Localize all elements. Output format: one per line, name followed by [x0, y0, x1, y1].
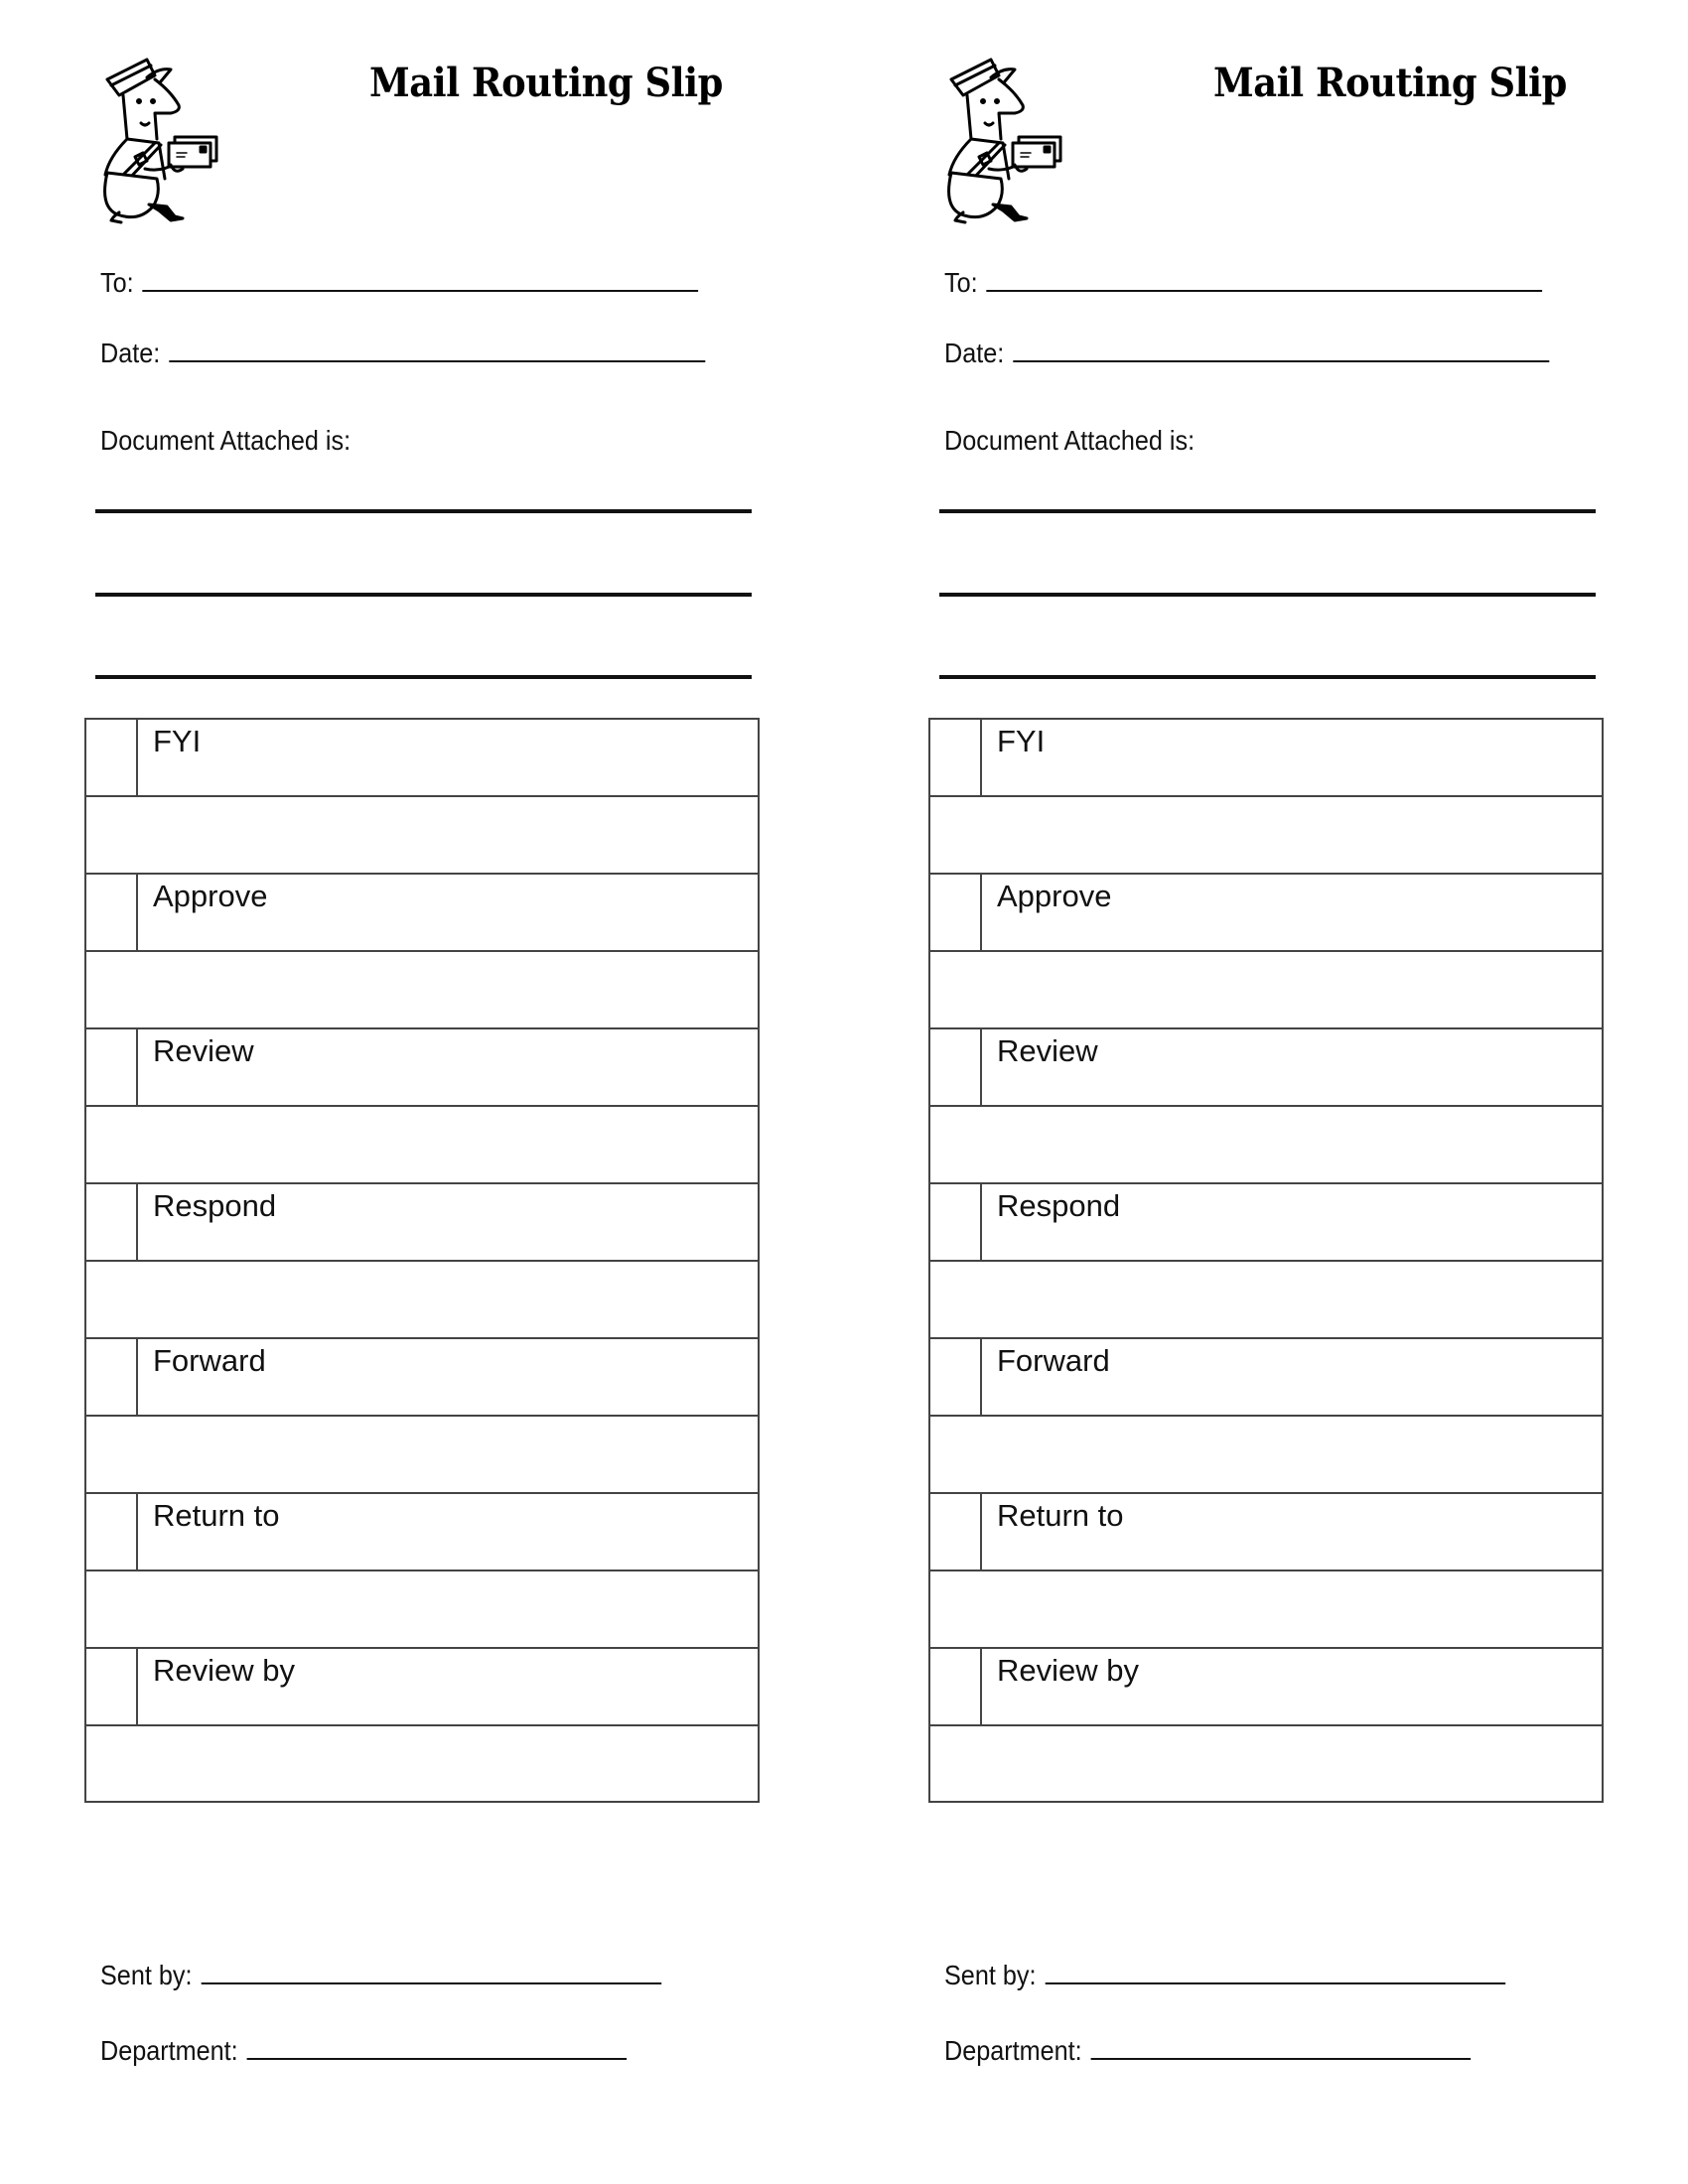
routing-options-table: [84, 718, 760, 1803]
date-input-line[interactable]: [1013, 337, 1549, 362]
document-attached-label: Document Attached is:: [100, 425, 352, 456]
department-input-line[interactable]: [1091, 2034, 1472, 2060]
option-notes-row[interactable]: [86, 950, 758, 1027]
mailman-icon: [99, 58, 240, 224]
option-label: Approve: [997, 879, 1112, 913]
department-label: Department:: [944, 2035, 1082, 2066]
option-notes-row[interactable]: [86, 795, 758, 873]
option-checkbox[interactable]: [930, 1029, 982, 1105]
option-row: [930, 1027, 1602, 1105]
to-field: [100, 266, 698, 299]
option-row: [86, 1647, 758, 1724]
option-label: Forward: [153, 1343, 266, 1378]
option-row: [930, 1492, 1602, 1570]
option-notes-row[interactable]: [86, 1105, 758, 1182]
slip-title: Mail Routing Slip: [1213, 60, 1567, 106]
document-line-3[interactable]: [95, 675, 752, 679]
option-row: [86, 1027, 758, 1105]
option-notes-row[interactable]: [930, 1724, 1602, 1802]
sent-by-field: [944, 1959, 1505, 1991]
to-label: To:: [100, 267, 134, 298]
option-label: Review: [153, 1033, 254, 1068]
option-notes-row[interactable]: [86, 1724, 758, 1802]
document-line-3[interactable]: [939, 675, 1596, 679]
option-checkbox[interactable]: [86, 1184, 138, 1260]
option-row: [86, 720, 758, 797]
option-checkbox[interactable]: [86, 1339, 138, 1415]
option-notes-row[interactable]: [930, 1415, 1602, 1492]
option-label: Forward: [997, 1343, 1110, 1378]
option-row: [930, 1647, 1602, 1724]
document-attached-label: Document Attached is:: [944, 425, 1196, 456]
option-checkbox[interactable]: [86, 875, 138, 950]
sent-by-label: Sent by:: [100, 1960, 193, 1990]
option-row: [930, 1337, 1602, 1415]
to-field: [944, 266, 1542, 299]
document-attached-field: [100, 425, 351, 457]
option-checkbox[interactable]: [930, 1494, 982, 1570]
option-label: Approve: [153, 879, 268, 913]
to-label: To:: [944, 267, 978, 298]
option-row: [86, 873, 758, 950]
date-input-line[interactable]: [169, 337, 705, 362]
department-field: [100, 2034, 627, 2067]
date-label: Date:: [100, 338, 161, 368]
sent-by-field: [100, 1959, 661, 1991]
option-notes-row[interactable]: [930, 795, 1602, 873]
option-checkbox[interactable]: [930, 875, 982, 950]
option-label: Respond: [153, 1188, 277, 1223]
option-checkbox[interactable]: [930, 1649, 982, 1724]
option-row: [930, 720, 1602, 797]
option-notes-row[interactable]: [930, 1570, 1602, 1647]
slip-title: Mail Routing Slip: [369, 60, 723, 106]
document-attached-field: [944, 425, 1195, 457]
sent-by-label: Sent by:: [944, 1960, 1037, 1990]
option-label: FYI: [153, 724, 202, 758]
option-checkbox[interactable]: [930, 1339, 982, 1415]
option-checkbox[interactable]: [86, 720, 138, 797]
mailman-icon: [943, 58, 1084, 224]
option-label: Review by: [997, 1653, 1139, 1688]
date-field: [944, 337, 1549, 369]
department-label: Department:: [100, 2035, 238, 2066]
department-field: [944, 2034, 1471, 2067]
option-label: Review: [997, 1033, 1098, 1068]
option-label: FYI: [997, 724, 1046, 758]
option-checkbox[interactable]: [86, 1649, 138, 1724]
routing-slip-right: [844, 0, 1688, 2184]
document-line-2[interactable]: [939, 593, 1596, 597]
option-checkbox[interactable]: [86, 1029, 138, 1105]
option-notes-row[interactable]: [86, 1570, 758, 1647]
department-input-line[interactable]: [247, 2034, 628, 2060]
option-checkbox[interactable]: [930, 720, 982, 797]
document-line-1[interactable]: [95, 509, 752, 513]
to-input-line[interactable]: [987, 266, 1543, 292]
option-notes-row[interactable]: [930, 1260, 1602, 1337]
option-notes-row[interactable]: [86, 1260, 758, 1337]
option-row: [86, 1337, 758, 1415]
option-row: [930, 1182, 1602, 1260]
date-label: Date:: [944, 338, 1005, 368]
option-label: Review by: [153, 1653, 295, 1688]
option-label: Return to: [153, 1498, 280, 1533]
sent-by-input-line[interactable]: [1045, 1959, 1505, 1984]
option-notes-row[interactable]: [930, 1105, 1602, 1182]
document-line-1[interactable]: [939, 509, 1596, 513]
option-notes-row[interactable]: [86, 1415, 758, 1492]
option-row: [86, 1492, 758, 1570]
option-row: [930, 873, 1602, 950]
option-checkbox[interactable]: [930, 1184, 982, 1260]
routing-options-table: [928, 718, 1604, 1803]
option-checkbox[interactable]: [86, 1494, 138, 1570]
sent-by-input-line[interactable]: [201, 1959, 661, 1984]
date-field: [100, 337, 705, 369]
option-label: Respond: [997, 1188, 1121, 1223]
option-row: [86, 1182, 758, 1260]
document-line-2[interactable]: [95, 593, 752, 597]
option-label: Return to: [997, 1498, 1124, 1533]
option-notes-row[interactable]: [930, 950, 1602, 1027]
to-input-line[interactable]: [143, 266, 699, 292]
